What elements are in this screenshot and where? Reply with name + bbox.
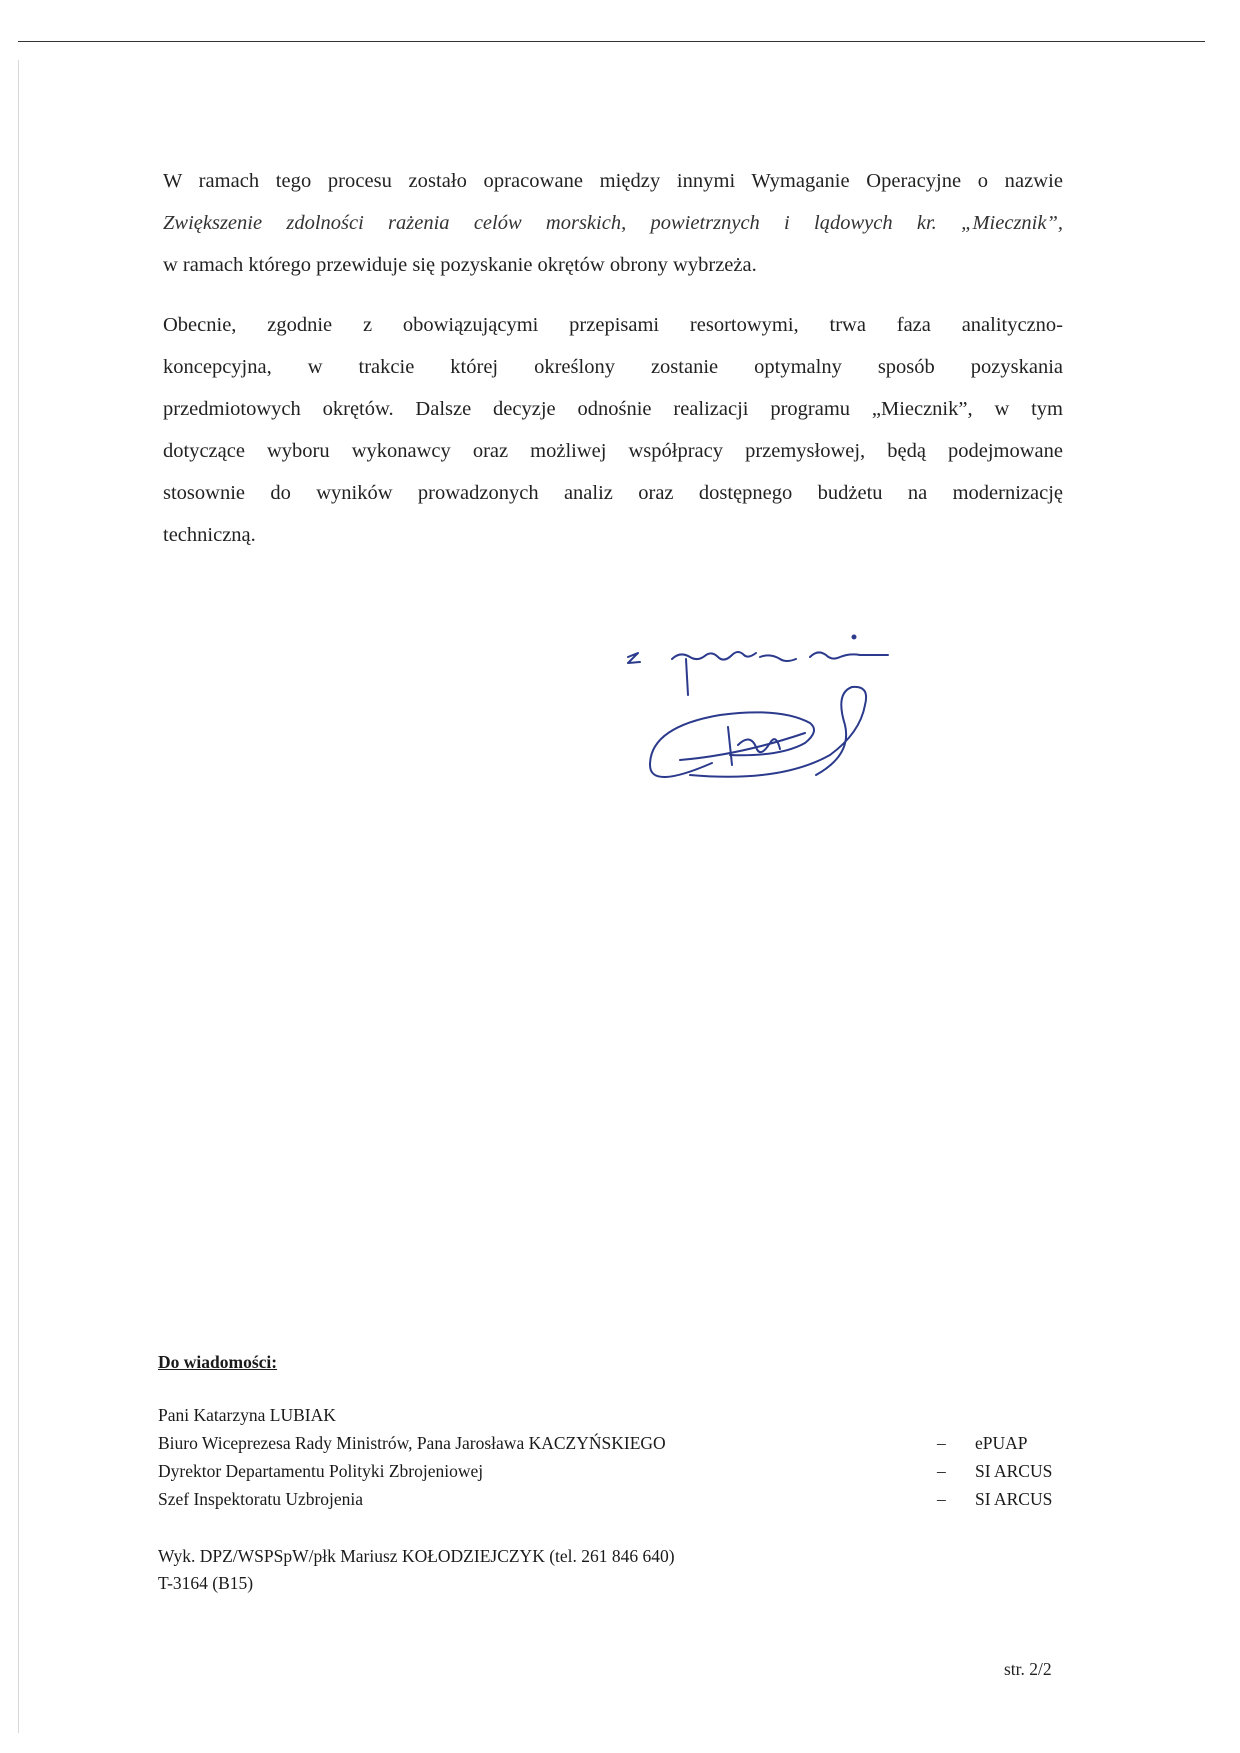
body-line: techniczną. (163, 524, 256, 546)
body-line: w ramach którego przewiduje się pozyskanie okrętów obrony wybrzeża. (163, 254, 757, 276)
recipient-name: Biuro Wiceprezesa Rady Ministrów, Pana Jarosława KACZYŃSKIEGO (158, 1433, 666, 1453)
scan-left-edge (18, 60, 19, 1733)
document-reference: T-3164 (B15) (158, 1573, 254, 1593)
body-line: koncepcyjna, w trakcie której określony zostanie optymalny sposób pozyskania (163, 356, 1063, 378)
recipient-dash (937, 1401, 975, 1429)
paragraph-1 (163, 160, 1063, 286)
recipient-row (158, 1457, 1063, 1485)
top-rule (18, 41, 1205, 42)
recipient-name: Dyrektor Departamentu Polityki Zbrojeniowej (158, 1461, 484, 1481)
recipient-list (158, 1401, 1063, 1513)
distribution-section (158, 1349, 1063, 1597)
recipient-dash: – (937, 1489, 946, 1509)
distribution-heading: Do wiadomości: (158, 1352, 278, 1372)
recipient-channel (975, 1401, 1063, 1429)
recipient-dash: – (937, 1433, 946, 1453)
recipient-name: Szef Inspektoratu Uzbrojenia (158, 1489, 364, 1509)
prepared-by-block (158, 1543, 1063, 1597)
body-line: dotyczące wyboru wykonawcy oraz możliwej współpracy przemysłowej, będą podejmowane (163, 440, 1063, 462)
recipient-channel: ePUAP (975, 1433, 1028, 1453)
body-line: W ramach tego procesu zostało opracowane między innymi Wymaganie Operacyjne o nazwie (163, 170, 1063, 192)
paragraph-2 (163, 304, 1063, 556)
prepared-by: Wyk. DPZ/WSPSpW/płk Mariusz KOŁODZIEJCZYK (tel. 261 846 640) (158, 1546, 675, 1566)
recipient-channel: SI ARCUS (975, 1489, 1053, 1509)
handwritten-signature (620, 615, 920, 815)
recipient-row (158, 1485, 1063, 1513)
recipient-name: Pani Katarzyna LUBIAK (158, 1405, 336, 1425)
body-line: stosownie do wyników prowadzonych analiz oraz dostępnego budżetu na modernizację (163, 482, 1063, 504)
body-line-italic: Zwiększenie zdolności rażenia celów morskich, powietrznych i lądowych kr. „Miecznik”, (163, 212, 1063, 234)
recipient-channel: SI ARCUS (975, 1461, 1053, 1481)
page-number: str. 2/2 (1004, 1659, 1052, 1679)
letter-body (163, 160, 1063, 556)
recipient-dash: – (937, 1461, 946, 1481)
body-line: przedmiotowych okrętów. Dalsze decyzje odnośnie realizacji programu „Miecznik”, w tym (163, 398, 1063, 420)
recipient-row (158, 1429, 1063, 1457)
body-line: Obecnie, zgodnie z obowiązującymi przepisami resortowymi, trwa faza analityczno- (163, 314, 1063, 336)
recipient-row (158, 1401, 1063, 1429)
